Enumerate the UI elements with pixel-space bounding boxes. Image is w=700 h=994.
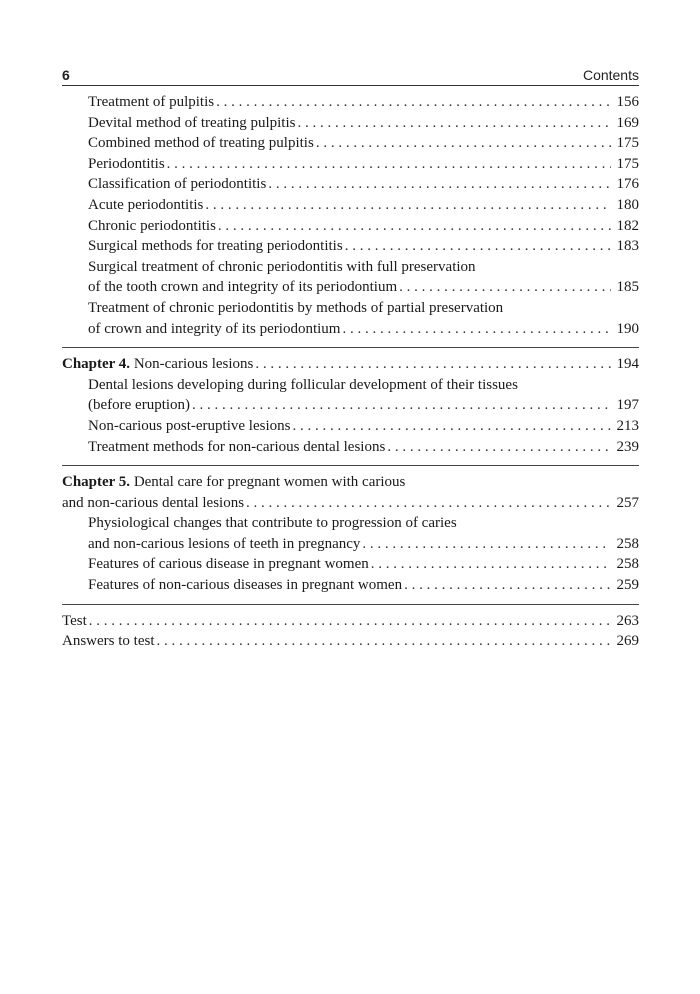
toc-section [62, 604, 639, 652]
toc-page-number: 263 [616, 612, 639, 629]
toc-entry [62, 631, 639, 652]
entry-text: Acute periodontitis [88, 196, 204, 213]
toc-page-number: 213 [616, 417, 639, 434]
dot-leader [268, 174, 611, 195]
toc-page-number: 175 [616, 135, 639, 152]
toc-entry-title [88, 437, 385, 458]
toc-chapter-entry [62, 493, 639, 514]
toc-page-number: 258 [616, 535, 639, 552]
entry-text: and non-carious lesions of teeth in pregnancy [88, 535, 361, 552]
toc-entry [62, 92, 639, 113]
toc-entry [62, 554, 639, 575]
dot-leader [167, 154, 611, 175]
entry-text: (before eruption) [88, 397, 191, 414]
dot-leader [345, 236, 611, 257]
toc-entry-title [62, 611, 87, 632]
entry-text: Treatment of pulpitis [88, 94, 215, 110]
toc-page-number: 257 [616, 494, 639, 511]
toc-page-number: 259 [616, 577, 639, 594]
toc-entry [62, 319, 639, 340]
toc-entry [62, 513, 639, 534]
dot-leader [246, 493, 611, 514]
toc-entry-title [62, 472, 405, 493]
entry-text: Classification of periodontitis [88, 176, 267, 193]
toc-entry [62, 174, 639, 195]
dot-leader [192, 395, 611, 416]
running-title: Contents [582, 67, 639, 83]
entry-text: of crown and integrity of its periodontium [88, 320, 341, 337]
toc-entry-title [88, 257, 476, 278]
toc-page-number: 183 [616, 238, 639, 255]
entry-text: Combined method of treating pulpitis [88, 135, 314, 152]
dot-leader [371, 554, 611, 575]
chapter-label: Chapter 5. [62, 474, 131, 491]
toc-entry-title [88, 575, 402, 596]
toc-entry-title [88, 298, 503, 319]
entry-text: Surgical treatment of chronic periodontitis with full preservation [88, 258, 476, 275]
dot-leader [399, 277, 611, 298]
toc-entry-title [88, 375, 518, 396]
toc-page-number: 258 [616, 556, 639, 573]
toc-entry [62, 257, 639, 278]
entry-text: Test [62, 612, 87, 629]
entry-text: Devital method of treating pulpitis [88, 114, 296, 131]
chapter-label: Chapter 4. [62, 356, 131, 373]
toc-entry-title [88, 319, 340, 340]
toc-page-number: 180 [616, 196, 639, 213]
toc-entry-title [88, 534, 360, 555]
entry-text: Periodontitis [88, 155, 165, 172]
toc-entry [62, 437, 639, 458]
toc-entry [62, 298, 639, 319]
toc-entry-title [88, 513, 457, 534]
toc-entry [62, 195, 639, 216]
toc-entry-title [88, 554, 369, 575]
toc-entry [62, 534, 639, 555]
dot-leader [216, 92, 611, 113]
toc-entry-title [88, 154, 165, 175]
entry-text: Chronic periodontitis [88, 217, 216, 234]
toc-entry [62, 611, 639, 632]
dot-leader [387, 437, 611, 458]
page-number: 6 [62, 67, 70, 83]
toc-entry [62, 375, 639, 396]
toc-page-number: 185 [616, 279, 639, 296]
toc-entry [62, 277, 639, 298]
entry-text: Features of carious disease in pregnant women [88, 556, 369, 573]
toc-section [62, 465, 639, 596]
toc-entry [62, 416, 639, 437]
dot-leader [316, 133, 611, 154]
entry-text: and non-carious dental lesions [62, 494, 245, 511]
toc-page-number: 175 [616, 155, 639, 172]
header-rule [62, 85, 639, 86]
entry-text: Answers to test [62, 633, 155, 650]
toc-page-number: 176 [616, 176, 639, 193]
dot-leader [89, 611, 611, 632]
toc-section [62, 347, 639, 457]
toc-entry-title [88, 277, 397, 298]
dot-leader [205, 195, 611, 216]
toc-page-number: 190 [616, 320, 639, 337]
entry-text: Surgical methods for treating periodontitis [88, 238, 343, 255]
toc-page-number: 239 [616, 438, 639, 455]
toc-entry-title [88, 133, 314, 154]
dot-leader [218, 216, 611, 237]
dot-leader [255, 354, 611, 375]
entry-text: Treatment of chronic periodontitis by methods of partial preservation [88, 299, 504, 316]
toc-page-number: 269 [616, 633, 639, 650]
entry-text: of the tooth crown and integrity of its periodontium [88, 279, 398, 296]
toc-entry-title [88, 416, 290, 437]
dot-leader [292, 416, 611, 437]
toc-page-number: 182 [616, 217, 639, 234]
toc-entry [62, 133, 639, 154]
toc-section [62, 92, 639, 339]
toc-entry-title [62, 493, 244, 514]
table-of-contents [62, 92, 639, 652]
dot-leader [362, 534, 611, 555]
page-header [62, 63, 639, 83]
toc-page-number: 194 [616, 356, 639, 373]
toc-entry [62, 395, 639, 416]
toc-entry-title [88, 195, 203, 216]
dot-leader [157, 631, 612, 652]
toc-entry-title [88, 236, 343, 257]
dot-leader [404, 575, 611, 596]
dot-leader [297, 113, 611, 134]
toc-entry [62, 236, 639, 257]
toc-page-number: 156 [616, 94, 639, 110]
entry-text: Physiological changes that contribute to progression of caries [88, 515, 457, 532]
entry-text: Non-carious post-eruptive lesions [88, 417, 291, 434]
toc-chapter-entry [62, 354, 639, 375]
entry-text: Dental care for pregnant women with carious [133, 474, 406, 491]
toc-page-number: 197 [616, 397, 639, 414]
entry-text: Dental lesions developing during follicular development of their tissues [88, 376, 518, 393]
toc-page-number: 169 [616, 114, 639, 131]
entry-text: Features of non-carious diseases in pregnant women [88, 577, 403, 594]
entry-text: Non-carious lesions [133, 356, 254, 373]
toc-entry-title [88, 92, 214, 113]
toc-entry [62, 575, 639, 596]
toc-entry [62, 113, 639, 134]
toc-chapter-entry [62, 472, 639, 493]
toc-entry-title [88, 174, 266, 195]
entry-text: Treatment methods for non-carious dental lesions [88, 438, 386, 455]
toc-entry [62, 216, 639, 237]
toc-entry-title [62, 354, 253, 375]
toc-entry-title [62, 631, 155, 652]
toc-entry [62, 154, 639, 175]
toc-entry-title [88, 216, 216, 237]
toc-entry-title [88, 395, 190, 416]
toc-entry-title [88, 113, 295, 134]
dot-leader [342, 319, 611, 340]
